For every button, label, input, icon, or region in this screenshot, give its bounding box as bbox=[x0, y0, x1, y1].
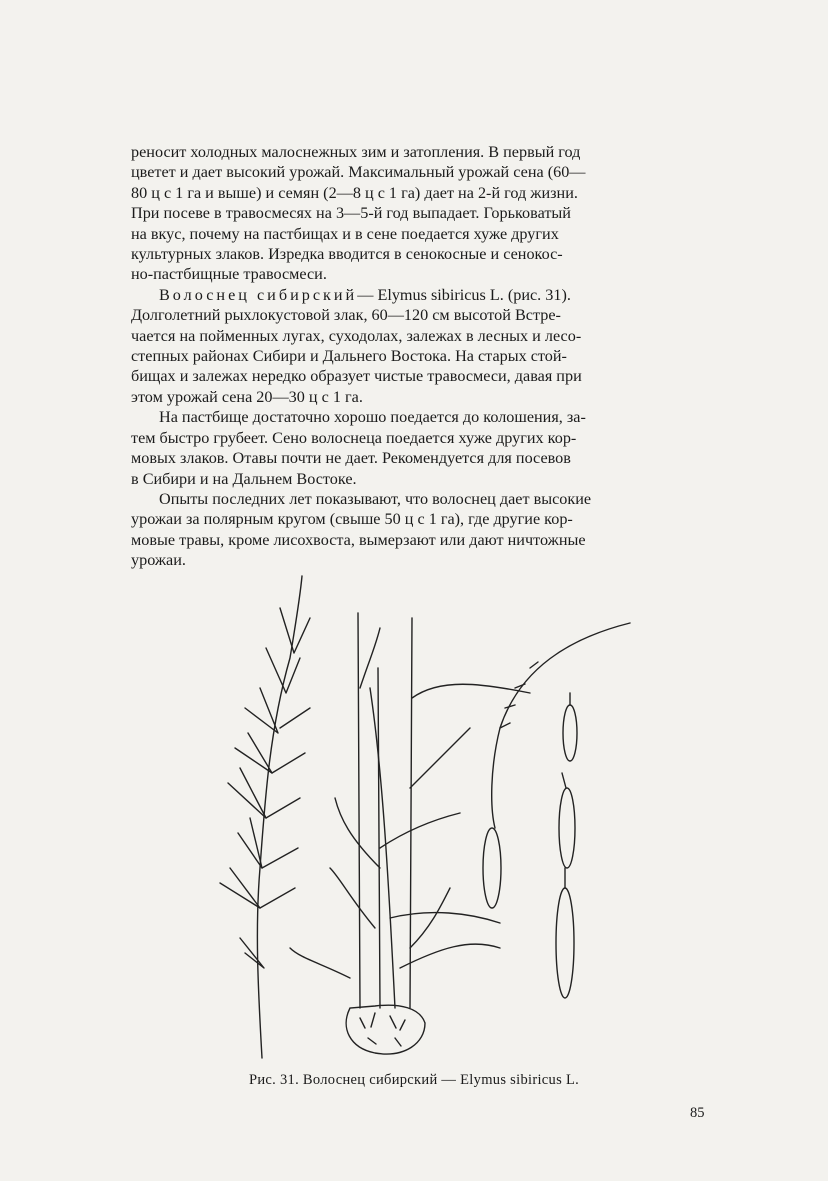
species-title: Волоснец сибирский bbox=[159, 285, 358, 304]
body-text bbox=[131, 142, 716, 571]
text-line: При посеве в травосмесях на 3—5-й год выпадает. Горьковатый bbox=[131, 204, 571, 223]
text-line: в Сибири и на Дальнем Востоке. bbox=[131, 469, 357, 488]
text-line: Долголетний рыхлокустовой злак, 60—120 см высотой Встре- bbox=[131, 306, 561, 325]
text-line: — Elymus sibiricus L. (рис. 31). bbox=[357, 285, 571, 304]
text-line: тем быстро грубеет. Сено волоснеца поедается хуже других кор- bbox=[131, 428, 577, 447]
text-line: урожаи. bbox=[131, 551, 186, 570]
text-line: На пастбище достаточно хорошо поедается до колошения, за- bbox=[159, 408, 586, 427]
text-line: реносит холодных малоснежных зим и затопления. В первый год bbox=[131, 143, 581, 161]
text-line: 80 ц с 1 га и выше) и семян (2—8 ц с 1 га) дает на 2-й год жизни. bbox=[131, 183, 578, 202]
drooping-spike bbox=[483, 623, 630, 908]
text-line: на вкус, почему на пастбищах и в сене поедается хуже других bbox=[131, 224, 559, 243]
text-line: цветет и дает высокий урожай. Максимальный урожай сена (60— bbox=[131, 163, 586, 182]
paragraph-2 bbox=[131, 285, 716, 407]
plant-illustration bbox=[200, 568, 640, 1063]
text-line: урожаи за полярным кругом (свыше 50 ц с 1 га), где другие кор- bbox=[131, 510, 573, 529]
text-line: степных районах Сибири и Дальнего Востока. На старых стой- bbox=[131, 347, 567, 366]
text-line: мовые травы, кроме лисохвоста, вымерзают или дают ничтожные bbox=[131, 530, 586, 549]
paragraph-3 bbox=[131, 407, 716, 489]
page-number: 85 bbox=[690, 1105, 705, 1121]
text-line: бищах и залежах нередко образует чистые травосмеси, давая при bbox=[131, 367, 582, 386]
paragraph-1 bbox=[131, 142, 716, 285]
root-mass bbox=[346, 1005, 425, 1054]
text-line: мовых злаков. Отавы почти не дает. Рекомендуется для посевов bbox=[131, 449, 571, 468]
text-line: этом урожай сена 20—30 ц с 1 га. bbox=[131, 387, 363, 406]
center-culms bbox=[290, 613, 530, 1008]
text-line: Опыты последних лет показывают, что волоснец дает высокие bbox=[159, 489, 592, 508]
text-line: чается на пойменных лугах, суходолах, залежах в лесных и лесо- bbox=[131, 326, 582, 345]
paragraph-4 bbox=[131, 489, 716, 571]
floret-details bbox=[556, 693, 577, 998]
figure-caption: Рис. 31. Волоснец сибирский — Elymus sibiricus L. bbox=[248, 1072, 580, 1088]
left-spike bbox=[220, 576, 310, 1058]
text-line: культурных злаков. Изредка вводится в сенокосные и сенокос- bbox=[131, 245, 563, 264]
text-line: но-пастбищные травосмеси. bbox=[131, 265, 327, 284]
